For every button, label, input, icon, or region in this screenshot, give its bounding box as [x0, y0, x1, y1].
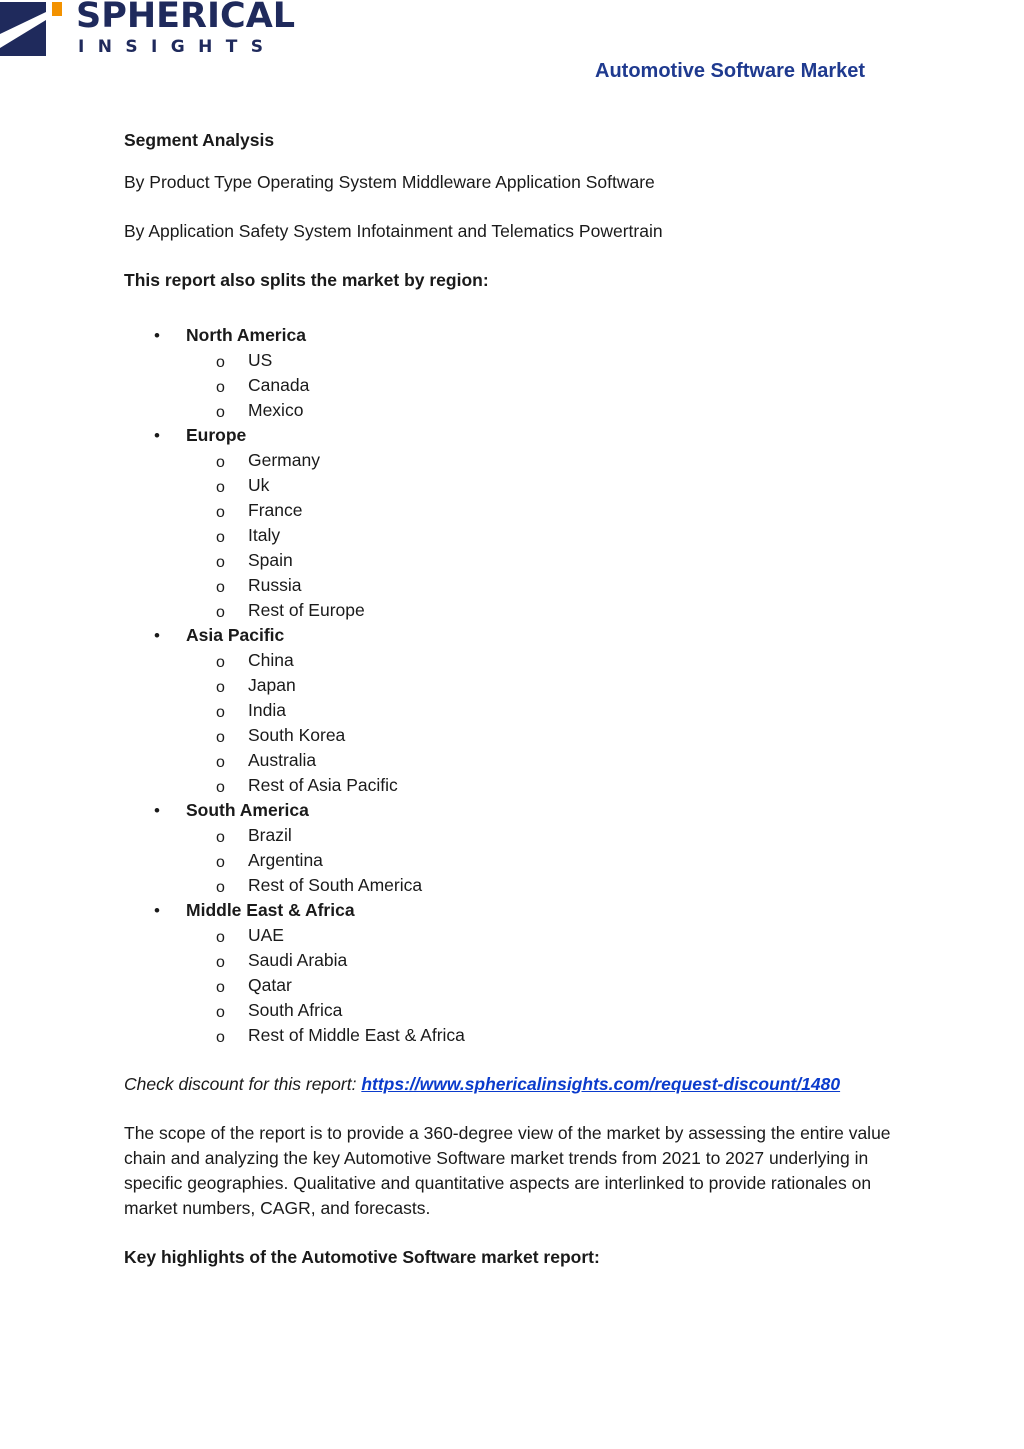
country-list — [186, 823, 894, 898]
document-body — [124, 128, 894, 1270]
discount-link[interactable]: https://www.sphericalinsights.com/request-discount/1480 — [361, 1074, 841, 1094]
country-item — [186, 698, 894, 723]
brand-name: SPHERICAL — [76, 0, 296, 36]
regions-list — [124, 323, 894, 1048]
country-item — [186, 973, 894, 998]
circle-bullet-icon: o — [216, 704, 225, 721]
country-item — [186, 523, 894, 548]
region-name: South America — [186, 800, 309, 820]
region-item — [124, 798, 894, 898]
key-highlights-heading: Key highlights of the Automotive Software market report: — [124, 1247, 600, 1267]
circle-bullet-icon: o — [216, 679, 225, 696]
scope-paragraph: The scope of the report is to provide a 360-degree view of the market by assessing the entire value chain and analyzing the key Automotive Software market trends from 2021 to 2027 underlying in specific geographies. Qualitative and quantitative aspects are interlinked to provide rationales on market numbers, CAGR, and forecasts. — [124, 1123, 891, 1218]
circle-bullet-icon: o — [216, 504, 225, 521]
circle-bullet-icon: o — [216, 604, 225, 621]
logo-mark-icon — [0, 0, 64, 58]
country-name: Rest of Asia Pacific — [248, 775, 398, 795]
country-item — [186, 748, 894, 773]
circle-bullet-icon: o — [216, 879, 225, 896]
document-title: Automotive Software Market — [595, 60, 866, 82]
country-item — [186, 373, 894, 398]
region-item — [124, 898, 894, 1048]
country-list — [186, 648, 894, 798]
product-type-line: By Product Type Operating System Middleware Application Software — [124, 172, 655, 192]
circle-bullet-icon: o — [216, 929, 225, 946]
country-name: US — [248, 350, 273, 370]
country-item — [186, 998, 894, 1023]
country-item — [186, 848, 894, 873]
circle-bullet-icon: o — [216, 829, 225, 846]
country-name: South Africa — [248, 1000, 343, 1020]
brand-subname: INSIGHTS — [78, 37, 277, 57]
region-item — [124, 323, 894, 423]
country-item — [186, 823, 894, 848]
bullet-icon: • — [154, 901, 160, 920]
circle-bullet-icon: o — [216, 979, 225, 996]
country-item — [186, 673, 894, 698]
country-list — [186, 448, 894, 623]
country-name: Spain — [248, 550, 293, 570]
circle-bullet-icon: o — [216, 754, 225, 771]
country-name: Rest of South America — [248, 875, 423, 895]
region-name: North America — [186, 325, 306, 345]
region-name: Europe — [186, 425, 247, 445]
bullet-icon: • — [154, 801, 160, 820]
country-name: Italy — [248, 525, 281, 545]
circle-bullet-icon: o — [216, 954, 225, 971]
circle-bullet-icon: o — [216, 479, 225, 496]
country-name: Australia — [248, 750, 317, 770]
bullet-icon: • — [154, 326, 160, 345]
country-item — [186, 948, 894, 973]
circle-bullet-icon: o — [216, 354, 225, 371]
discount-line — [124, 1072, 894, 1097]
country-item — [186, 723, 894, 748]
country-name: Rest of Europe — [248, 600, 365, 620]
country-name: Canada — [248, 375, 310, 395]
country-item — [186, 773, 894, 798]
country-name: Argentina — [248, 850, 323, 870]
region-name: Middle East & Africa — [186, 900, 355, 920]
country-item — [186, 348, 894, 373]
country-list — [186, 923, 894, 1048]
country-name: Japan — [248, 675, 296, 695]
discount-label: Check discount for this report: — [124, 1074, 362, 1094]
country-name: Rest of Middle East & Africa — [248, 1025, 465, 1045]
country-item — [186, 648, 894, 673]
country-item — [186, 548, 894, 573]
bullet-icon: • — [154, 426, 160, 445]
circle-bullet-icon: o — [216, 729, 225, 746]
segment-analysis-heading: Segment Analysis — [124, 130, 275, 150]
bullet-icon: • — [154, 626, 160, 645]
country-name: Mexico — [248, 400, 304, 420]
country-name: India — [248, 700, 286, 720]
circle-bullet-icon: o — [216, 854, 225, 871]
country-name: Uk — [248, 475, 270, 495]
circle-bullet-icon: o — [216, 579, 225, 596]
circle-bullet-icon: o — [216, 654, 225, 671]
regions-heading: This report also splits the market by region: — [124, 270, 489, 290]
country-item — [186, 573, 894, 598]
circle-bullet-icon: o — [216, 554, 225, 571]
circle-bullet-icon: o — [216, 529, 225, 546]
region-item — [124, 623, 894, 798]
application-line: By Application Safety System Infotainment and Telematics Powertrain — [124, 221, 663, 241]
country-name: France — [248, 500, 303, 520]
circle-bullet-icon: o — [216, 779, 225, 796]
region-name: Asia Pacific — [186, 625, 285, 645]
country-item — [186, 473, 894, 498]
country-name: Brazil — [248, 825, 292, 845]
country-item — [186, 398, 894, 423]
country-item — [186, 498, 894, 523]
country-item — [186, 923, 894, 948]
circle-bullet-icon: o — [216, 379, 225, 396]
country-name: UAE — [248, 925, 284, 945]
circle-bullet-icon: o — [216, 454, 225, 471]
country-list — [186, 348, 894, 423]
country-name: Germany — [248, 450, 320, 470]
country-item — [186, 1023, 894, 1048]
brand-logo — [0, 0, 296, 60]
country-item — [186, 448, 894, 473]
region-item — [124, 423, 894, 623]
circle-bullet-icon: o — [216, 1029, 225, 1046]
country-item — [186, 873, 894, 898]
country-name: China — [248, 650, 294, 670]
country-name: Russia — [248, 575, 302, 595]
country-item — [186, 598, 894, 623]
circle-bullet-icon: o — [216, 1004, 225, 1021]
circle-bullet-icon: o — [216, 404, 225, 421]
country-name: Qatar — [248, 975, 292, 995]
country-name: Saudi Arabia — [248, 950, 348, 970]
country-name: South Korea — [248, 725, 346, 745]
